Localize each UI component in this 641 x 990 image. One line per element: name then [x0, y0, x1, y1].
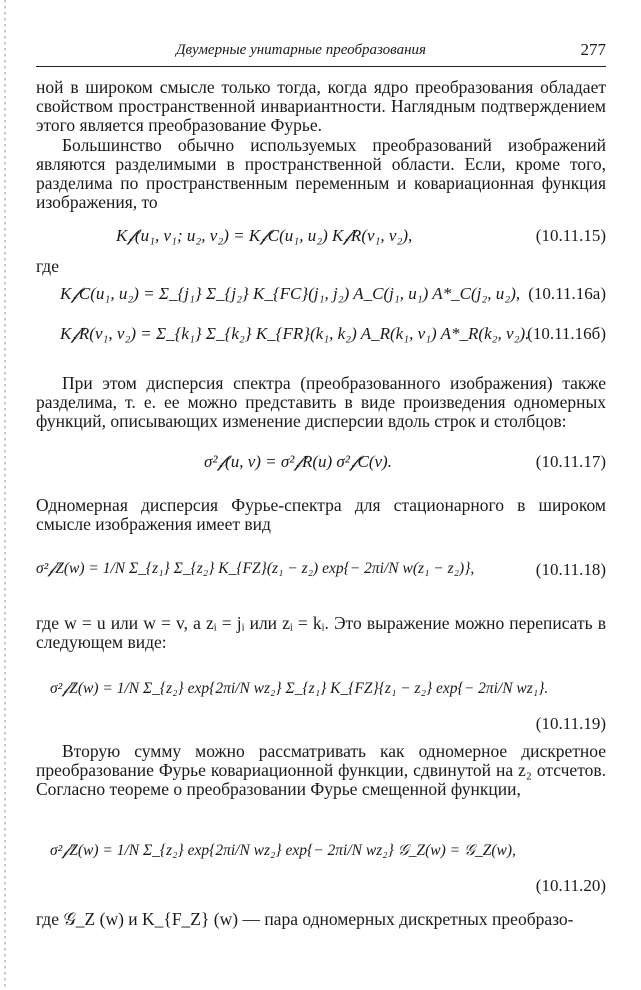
- equation-10-11-16a: [36, 284, 606, 308]
- paragraph-4: Одномерная дисперсия Фурье-спектра для стационарного в широком смысле изображения имеет вид: [36, 495, 606, 534]
- equation-10-11-20: [36, 842, 606, 866]
- scan-margin-dots: [4, 0, 6, 990]
- equation-10-11-16b: [36, 324, 606, 348]
- equation-10-11-15: [36, 226, 606, 250]
- equation-body: σ²𝒻Z(w) = 1/N Σ_{z₂} exp{2πi/N wz₂} exp{− 2πi/N wz₂} 𝒢_Z(w) = 𝒢_Z(w),: [50, 842, 516, 859]
- page-header: [36, 40, 606, 62]
- equation-number: (10.11.15): [535, 226, 606, 245]
- equation-number-10-11-20: (10.11.20): [535, 876, 606, 895]
- word-where: где: [36, 256, 59, 276]
- equation-body: K𝒻(u₁, v₁; u₂, v₂) = K𝒻C(u₁, u₂) K𝒻R(v₁, v₂),: [116, 226, 413, 245]
- paragraph-5: где w = u или w = v, а zᵢ = jᵢ или zᵢ = kᵢ. Это выражение можно переписать в следующем виде:: [36, 613, 606, 652]
- running-title: Двумерные унитарные преобразования: [176, 42, 426, 58]
- equation-body: K𝒻R(v₁, v₂) = Σ_{k₁} Σ_{k₂} K_{FR}(k₁, k₂) A_R(k₁, v₁) A*_R(k₂, v₂).: [60, 324, 530, 343]
- page-number: 277: [580, 40, 606, 59]
- equation-body: K𝒻C(u₁, u₂) = Σ_{j₁} Σ_{j₂} K_{FC}(j₁, j₂) A_C(j₁, u₁) A*_C(j₂, u₂),: [60, 284, 521, 303]
- paragraph-2: Большинство обычно используемых преобразований изображений являются разделимыми в пространственной области. Если, кроме того, разделима по пространственным переменным и ковариационная функция изображения, то: [36, 135, 606, 212]
- header-rule: [36, 66, 606, 67]
- equation-number: (10.11.16б): [527, 324, 606, 343]
- equation-number: (10.11.17): [535, 452, 606, 471]
- equation-number-10-11-19: (10.11.19): [535, 714, 606, 733]
- paragraph-7: где 𝒢_Z (w) и K_{F_Z} (w) — пара одномерных дискретных преобразо-: [36, 909, 574, 929]
- equation-body: σ²𝒻Z(w) = 1/N Σ_{z₂} exp{2πi/N wz₂} Σ_{z₁} K_{FZ}{z₁ − z₂} exp{− 2πi/N wz₁}.: [50, 680, 549, 697]
- equation-number: (10.11.18): [535, 560, 606, 579]
- equation-10-11-19: [36, 680, 606, 704]
- equation-10-11-17: [36, 452, 606, 476]
- equation-body: σ²𝒻(u, v) = σ²𝒻R(u) σ²𝒻C(v).: [204, 452, 392, 471]
- equation-number: (10.11.16а): [528, 284, 606, 303]
- paragraph-6: Вторую сумму можно рассматривать как одномерное дискретное преобразование Фурье ковариационной функции, сдвинутой на z₂ отсчетов. Согласно теореме о преобразовании Фурье смещенной функции,: [36, 741, 606, 799]
- equation-10-11-18: [36, 560, 606, 584]
- equation-body: σ²𝒻Z(w) = 1/N Σ_{z₁} Σ_{z₂} K_{FZ}(z₁ − z₂) exp{− 2πi/N w(z₁ − z₂)},: [36, 560, 475, 577]
- paragraph-3: При этом дисперсия спектра (преобразованного изображения) также разделима, т. е. ее можно представить в виде произведения одномерных функций, описывающих изменение дисперсии вдоль строк и столбцов:: [36, 373, 606, 431]
- paragraph-1: ной в широком смысле только тогда, когда ядро преобразования обладает свойством пространственной инвариантности. Наглядным подтверждением этого является преобразование Фурье.: [36, 77, 606, 135]
